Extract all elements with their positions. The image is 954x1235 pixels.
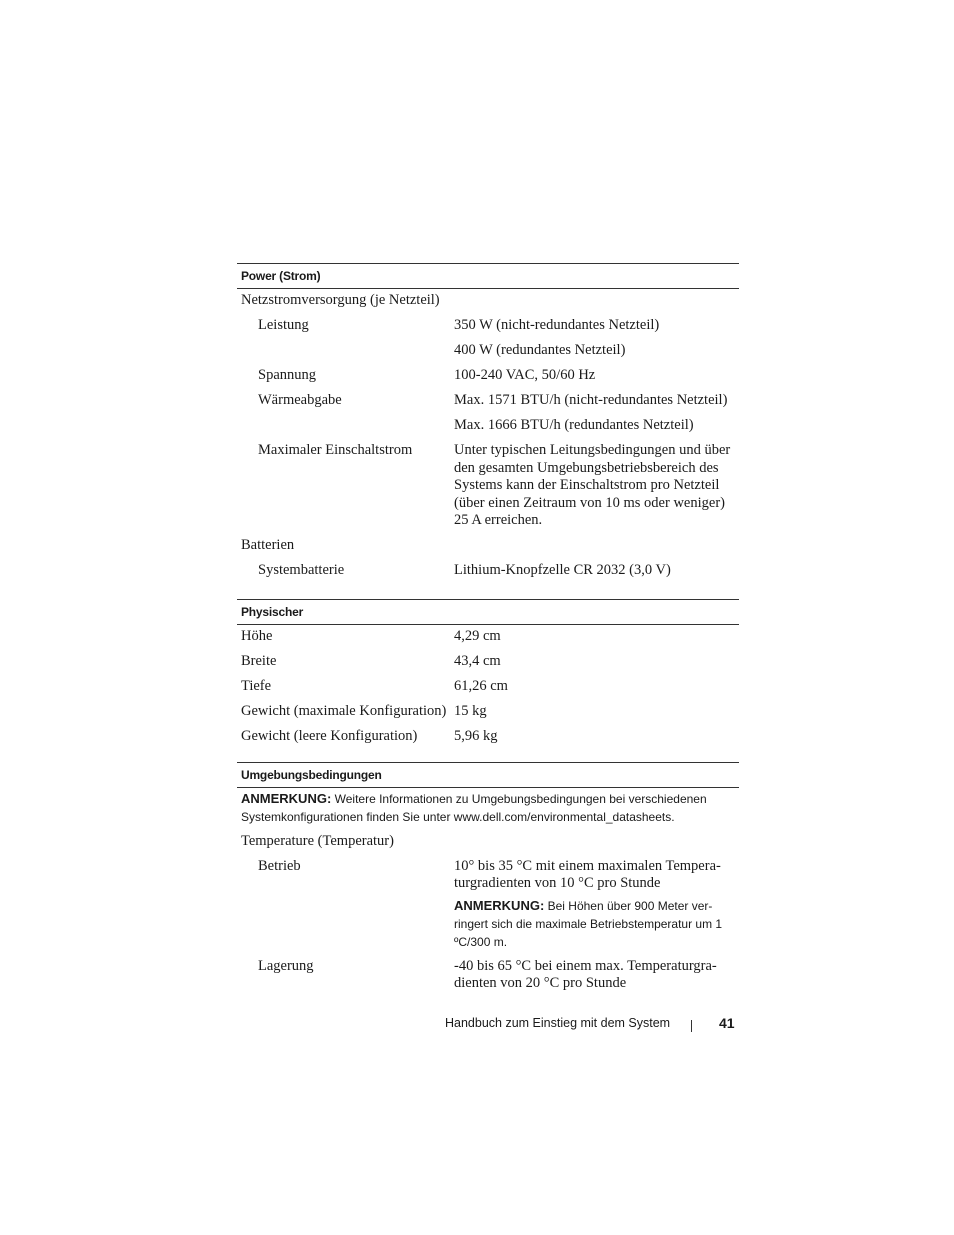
- row-value: [454, 855, 739, 955]
- environment-note: [237, 788, 739, 826]
- footer-divider: [691, 1020, 692, 1032]
- row-waermeabgabe: [237, 389, 739, 414]
- table-row: [237, 675, 739, 700]
- row-label: Batterien: [241, 536, 295, 553]
- row-value: 43,4 cm: [454, 652, 501, 669]
- row-leistung: [237, 314, 739, 339]
- row-leistung-2: [237, 339, 739, 364]
- betrieb-value: 10° bis 35 °C mit einem maximalen Tempera-turgradienten von 10 °C pro Stunde: [454, 857, 721, 891]
- row-value: 100-240 VAC, 50/60 Hz: [454, 367, 596, 383]
- section-header-physical: Physischer: [237, 599, 739, 625]
- row-spannung: [237, 364, 739, 389]
- row-batterien: [237, 534, 739, 559]
- row-label: Leistung: [258, 317, 309, 333]
- row-systembatterie: [237, 559, 739, 584]
- row-value: Max. 1666 BTU/h (redundantes Netzteil): [454, 417, 694, 433]
- row-label: Maximaler Einschaltstrom: [258, 442, 413, 458]
- row-label: Temperature (Temperatur): [241, 832, 394, 849]
- row-label: Netzstromversorgung (je Netzteil): [241, 292, 440, 308]
- row-waermeabgabe-2: [237, 414, 739, 439]
- row-label: Höhe: [241, 627, 273, 644]
- row-value: 61,26 cm: [454, 677, 508, 694]
- row-value: 5,96 kg: [454, 727, 498, 744]
- row-lagerung: [237, 955, 739, 997]
- row-label: Gewicht (maximale Konfiguration): [241, 702, 447, 719]
- note-text: Weitere Informationen zu Umgebungsbedingungen bei verschiedenen Systemkonfigurationen finden Sie unter www.dell.com/environmental_datasheets.: [241, 791, 707, 824]
- row-label: Wärmeabgabe: [258, 392, 342, 408]
- row-einschaltstrom: [237, 439, 739, 534]
- row-label: Betrieb: [258, 857, 301, 874]
- footer-title: Handbuch zum Einstieg mit dem System: [445, 1016, 671, 1030]
- row-value: 400 W (redundantes Netzteil): [454, 342, 626, 358]
- table-row: [237, 725, 739, 750]
- row-value: 350 W (nicht-redundantes Netzteil): [454, 317, 660, 333]
- row-value: Lithium-Knopfzelle CR 2032 (3,0 V): [454, 561, 671, 578]
- page-number: 41: [719, 1015, 735, 1031]
- row-betrieb: [237, 855, 739, 955]
- row-value: Max. 1571 BTU/h (nicht-redundantes Netzteil): [454, 392, 728, 408]
- row-label: Spannung: [258, 367, 316, 383]
- row-label: Gewicht (leere Konfiguration): [241, 727, 418, 744]
- section-environment: [237, 830, 739, 997]
- note-label: ANMERKUNG:: [241, 790, 332, 806]
- note-text: Bei Höhen über 900 Meter ver-ringert sich die maximale Betriebstemperatur um 1 ºC/300 m.: [454, 898, 723, 949]
- row-value: 15 kg: [454, 702, 487, 719]
- section-power: [237, 289, 739, 584]
- section-header-power: Power (Strom): [237, 263, 739, 289]
- table-row: [237, 700, 739, 725]
- row-value: -40 bis 65 °C bei einem max. Temperaturgra-dienten von 20 °C pro Stunde: [454, 957, 717, 991]
- row-label: Tiefe: [241, 677, 272, 694]
- row-temperatur: [237, 830, 739, 855]
- section-physical: [237, 625, 739, 750]
- note-label: ANMERKUNG:: [454, 897, 545, 913]
- table-row: [237, 625, 739, 650]
- row-netzstromversorgung: [237, 289, 739, 314]
- table-row: [237, 650, 739, 675]
- row-label: Systembatterie: [258, 561, 345, 578]
- spec-table: [237, 263, 739, 997]
- row-value: Unter typischen Leitungsbedingungen und über den gesamten Umgebungsbetriebsbereich des Systems kann der Einschaltstrom pro Netzteil (über einen Zeitraum von 10 ms oder weniger) 25 A erreichen.: [454, 442, 731, 528]
- section-header-environment: Umgebungsbedingungen: [237, 762, 739, 788]
- row-label: Breite: [241, 652, 277, 669]
- row-value: 4,29 cm: [454, 627, 501, 644]
- betrieb-note: [454, 897, 739, 951]
- row-label: Lagerung: [258, 957, 314, 974]
